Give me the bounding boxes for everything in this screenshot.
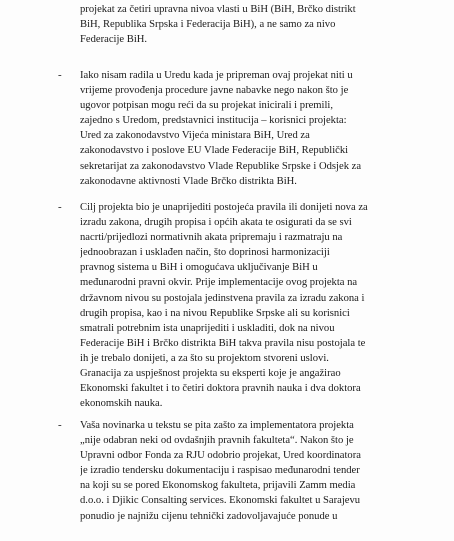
bullet-dash: - bbox=[58, 69, 62, 81]
text-line: projekat za četiri upravna nivoa vlasti u BiH (BiH, Brčko distrikt bbox=[80, 4, 356, 15]
text-line: izradu zakona, drugih propisa i općih akata te osigurati da se svi bbox=[80, 217, 352, 229]
text-line: zakonodavstvo i poslove EU Vlade Federacije BiH, Republički bbox=[80, 145, 349, 157]
text-line: smatrali potrebnim ista unaprijediti i uskladiti, dok na nivou bbox=[80, 322, 335, 334]
text-line: Ekonomski fakultet i to četiri doktora pravnih nauka i dva doktora bbox=[80, 383, 361, 395]
text-line: Cilj projekta bio je unaprijediti postojeća pravila ili donijeti nova za bbox=[80, 202, 368, 213]
text-line: BiH, Republika Srpska i Federacija BiH), a ne samo za nivo bbox=[80, 19, 336, 31]
paragraph-1 bbox=[80, 68, 405, 189]
text-line: državnom nivou su postojala jedinstvena pravila za izradu zakona i bbox=[80, 292, 365, 304]
text-line: ekonomskih nauka. bbox=[80, 398, 163, 410]
text-line: pravnog sistema u BiH i omogućava uključivanje BiH u bbox=[80, 262, 318, 274]
paragraph-3 bbox=[80, 418, 405, 524]
text-line: Ured za zakonodavstvo Vijeća ministara BiH, Ured za bbox=[80, 130, 310, 142]
text-line: vrijeme provođenja procedure javne nabavke nego nakon što je bbox=[80, 85, 349, 97]
text-line: Granacija za uspješnost projekta su eksperti koje je angažirao bbox=[80, 368, 341, 380]
text-line: Iako nisam radila u Uredu kada je pripreman ovaj projekat niti u bbox=[80, 70, 353, 81]
text-line: Upravni odbor Fonda za RJU odobrio projekat, Ured koordinatora bbox=[80, 450, 361, 462]
text-line: je izradio tendersku dokumentaciju i raspisao međunarodni tender bbox=[80, 465, 360, 477]
text-line: zakonodavne aktivnosti Vlade Brčko distrikta BiH. bbox=[80, 175, 297, 187]
bullet-dash: - bbox=[58, 419, 62, 431]
text-line: nacrti/prijedlozi normativnih akata pripremaju i razmatraju na bbox=[80, 232, 343, 244]
bullet-dash: - bbox=[58, 201, 62, 213]
text-line: drugih propisa, kao i na nivou Republike Srpske ali su korisnici bbox=[80, 307, 350, 319]
text-line: „nije odabran neki od ovdašnjih pravnih fakulteta“. Nakon što je bbox=[80, 435, 354, 447]
text-line: zajedno s Uredom, predstavnici institucija – korisnici projekta: bbox=[80, 115, 347, 127]
text-line: ih je trebalo donijeti, a za što su projektom stvoreni uslovi. bbox=[80, 352, 329, 364]
text-line: na koji su se pored Ekonomskog fakulteta, prijavili Zamm media bbox=[80, 480, 356, 492]
text-line: d.o.o. i Djikic Consalting services. Ekonomski fakultet u Sarajevu bbox=[80, 495, 361, 507]
text-line: Vaša novinarka u tekstu se pita zašto za implementatora projekta bbox=[80, 420, 354, 431]
text-line: ponudio je najnižu cijenu tehnički zadovoljavajuće ponude u bbox=[80, 510, 338, 522]
text-line: ugovor potpisan mogu reći da su projekat inicirali i premili, bbox=[80, 100, 334, 112]
paragraph-continuation bbox=[80, 2, 405, 47]
text-line: Federacije BiH i Brčko distrikta BiH takva pravila nisu postojala te bbox=[80, 337, 366, 349]
text-line: jednoobrazan i usklađen način, što doprinosi harmonizaciji bbox=[80, 247, 330, 259]
text-line: sekretarijat za zakonodavstvo Vlade Republike Srpske i Odsjek za bbox=[80, 160, 362, 172]
text-line: Federacije BiH. bbox=[80, 34, 148, 46]
text-line: međunarodni pravni okvir. Prije implementacije ovog projekta na bbox=[80, 277, 358, 289]
paragraph-2 bbox=[80, 200, 405, 411]
